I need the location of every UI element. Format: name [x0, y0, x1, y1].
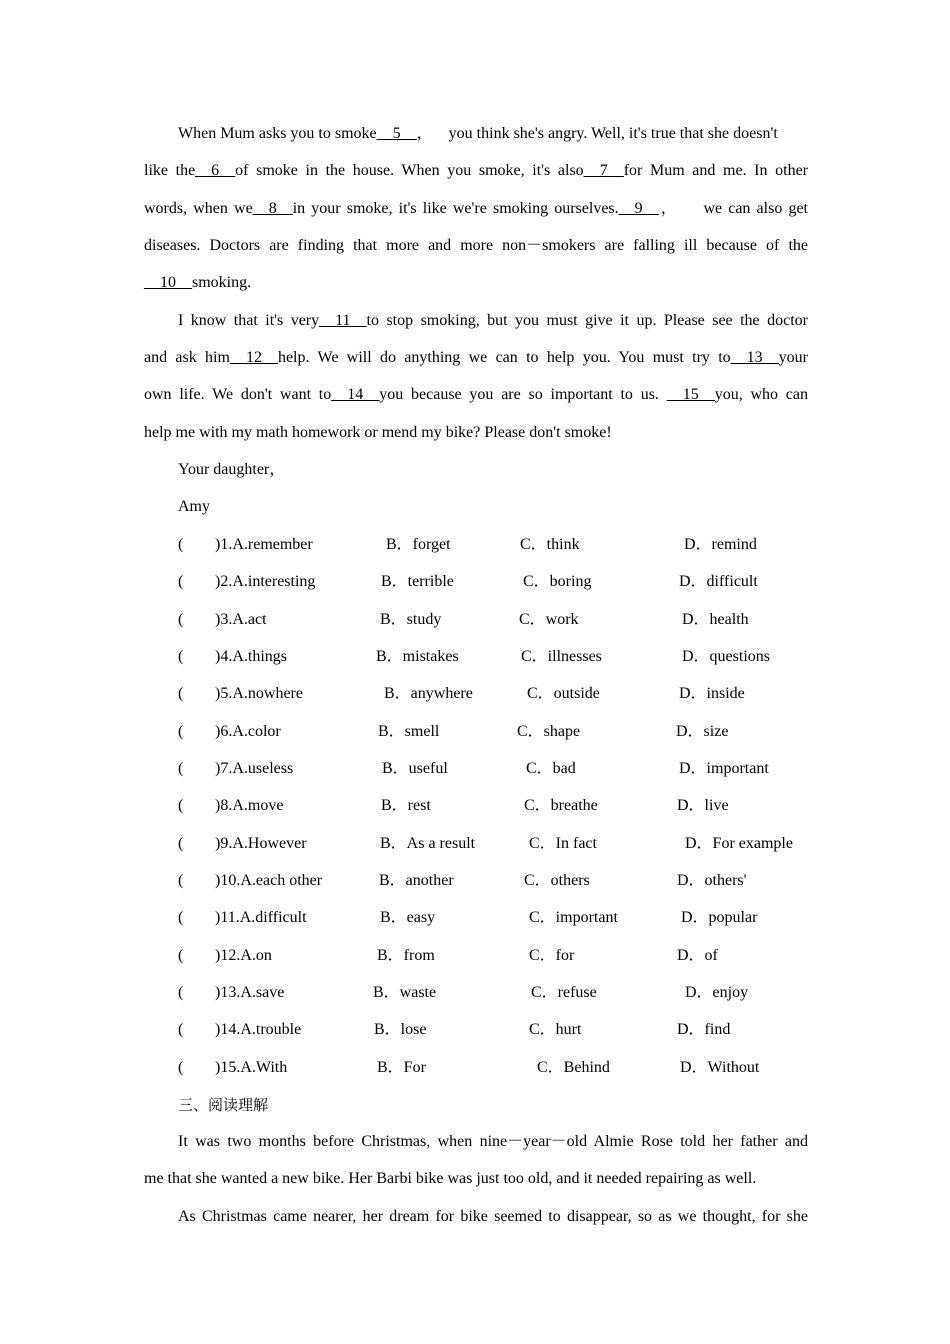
signoff-greeting: Your daughter， [178, 461, 286, 478]
passage3-line2: me that she wanted a new bike. Her Barbi bike was just too old, and it needed repairing as well. [144, 1170, 757, 1187]
question-option-c: C．breathe [524, 797, 598, 814]
question-option-b: B．useful [382, 760, 448, 777]
passage1-line2: like the__6__of smoke in the house. When you smoke, it's also__7__for Mum and me. In other [144, 162, 808, 179]
question-option-d: D．inside [679, 685, 745, 702]
answer-paren: ( [178, 797, 184, 814]
question-option-a: )1.A.remember [215, 536, 313, 553]
answer-paren: ( [178, 685, 184, 702]
question-option-d: D．enjoy [685, 984, 749, 1001]
passage1-line3: words, when we__8__in your smoke, it's like we're smoking ourselves.__9__， we can also get [144, 200, 809, 217]
answer-paren: ( [178, 536, 184, 553]
blank-9: __9__ [618, 200, 659, 217]
question-option-d: D．remind [684, 536, 757, 553]
question-option-c: C．work [519, 611, 579, 628]
answer-paren: ( [178, 984, 184, 1001]
answer-paren: ( [178, 835, 184, 852]
question-option-d: D．For example [685, 835, 793, 852]
blank-6: __6__ [195, 162, 236, 179]
question-option-c: C．shape [517, 723, 581, 740]
question-option-c: C．for [529, 947, 575, 964]
answer-paren: ( [178, 573, 184, 590]
blank-14: __14__ [331, 386, 380, 403]
question-option-a: )2.A.interesting [215, 573, 316, 590]
question-option-b: B．mistakes [376, 648, 459, 665]
question-option-b: B．terrible [381, 573, 454, 590]
question-option-c: C．boring [523, 573, 592, 590]
answer-paren: ( [178, 1059, 184, 1076]
blank-15: __15__ [666, 386, 715, 403]
question-option-d: D．others' [677, 872, 747, 889]
passage2-line1: I know that it's very__11__to stop smoking, but you must give it up. Please see the doctor [178, 312, 808, 329]
passage1-line1: When Mum asks you to smoke__5__， you think she's angry. Well, it's true that she doesn't [178, 125, 778, 142]
blank-11: __11__ [319, 312, 367, 329]
question-option-b: B．from [377, 947, 435, 964]
passage2-line3: own life. We don't want to__14__you because you are so important to us. __15__you, who can [144, 386, 809, 403]
answer-paren: ( [178, 648, 184, 665]
question-option-d: D．popular [681, 909, 758, 926]
question-option-d: D．Without [680, 1059, 760, 1076]
section-heading: 三、阅读理解 [178, 1096, 269, 1114]
answer-paren: ( [178, 872, 184, 889]
blank-5: __5__ [376, 125, 417, 142]
question-option-c: C．important [529, 909, 618, 926]
question-option-b: B．lose [374, 1021, 427, 1038]
passage1-line5: __10__smoking. [144, 274, 252, 291]
question-option-a: )4.A.things [215, 648, 287, 665]
question-option-a: )5.A.nowhere [215, 685, 303, 702]
passage3-line1: It was two months before Christmas, when nine－year－old Almie Rose told her father and [178, 1133, 808, 1150]
question-option-c: C．bad [526, 760, 576, 777]
passage3-line3: As Christmas came nearer, her dream for bike seemed to disappear, so as we thought, for she [178, 1208, 808, 1225]
blank-12: __12__ [229, 349, 278, 366]
blank-10: __10__ [144, 274, 192, 291]
passage2-line4: help me with my math homework or mend my bike? Please don't smoke! [144, 424, 612, 441]
question-option-b: B．rest [381, 797, 431, 814]
question-option-c: C．others [524, 872, 590, 889]
question-option-c: C．illnesses [521, 648, 602, 665]
answer-paren: ( [178, 723, 184, 740]
question-option-d: D．of [677, 947, 718, 964]
question-option-b: B．easy [380, 909, 436, 926]
question-option-a: )13.A.save [215, 984, 285, 1001]
passage1-line4: diseases. Doctors are finding that more and more non－smokers are falling ill because of the [144, 237, 808, 254]
question-option-c: C．In fact [529, 835, 597, 852]
question-option-d: D．difficult [679, 573, 758, 590]
question-option-c: C．outside [527, 685, 600, 702]
answer-paren: ( [178, 1021, 184, 1038]
question-option-b: B．forget [386, 536, 451, 553]
question-option-c: C．refuse [531, 984, 597, 1001]
question-option-a: )12.A.on [215, 947, 272, 964]
blank-7: __7__ [583, 162, 624, 179]
question-option-d: D．important [679, 760, 769, 777]
question-option-a: )11.A.difficult [215, 909, 307, 926]
question-option-b: B．As a result [380, 835, 476, 852]
question-option-b: B．anywhere [384, 685, 473, 702]
blank-13: __13__ [730, 349, 779, 366]
answer-paren: ( [178, 760, 184, 777]
question-option-b: B．For [377, 1059, 426, 1076]
question-option-c: C．Behind [537, 1059, 610, 1076]
question-option-a: )15.A.With [215, 1059, 288, 1076]
question-option-d: D．live [677, 797, 729, 814]
question-option-a: )9.A.However [215, 835, 307, 852]
question-option-b: B．study [380, 611, 442, 628]
blank-8: __8__ [252, 200, 293, 217]
question-option-b: B．smell [378, 723, 440, 740]
question-option-a: )6.A.color [215, 723, 281, 740]
question-option-d: D．health [682, 611, 749, 628]
question-option-a: )10.A.each other [215, 872, 323, 889]
question-option-a: )14.A.trouble [215, 1021, 302, 1038]
question-option-d: D．questions [682, 648, 771, 665]
signoff-name: Amy [178, 498, 210, 515]
question-option-a: )7.A.useless [215, 760, 294, 777]
question-option-a: )8.A.move [215, 797, 284, 814]
question-option-d: D．size [676, 723, 729, 740]
question-option-c: C．think [520, 536, 580, 553]
passage2-line2: and ask him__12__help. We will do anything we can to help you. You must try to__13__your [144, 349, 808, 366]
answer-paren: ( [178, 909, 184, 926]
answer-paren: ( [178, 611, 184, 628]
question-option-b: B．waste [373, 984, 437, 1001]
question-option-c: C．hurt [529, 1021, 582, 1038]
answer-paren: ( [178, 947, 184, 964]
question-option-a: )3.A.act [215, 611, 267, 628]
question-option-d: D．find [677, 1021, 731, 1038]
question-option-b: B．another [379, 872, 454, 889]
